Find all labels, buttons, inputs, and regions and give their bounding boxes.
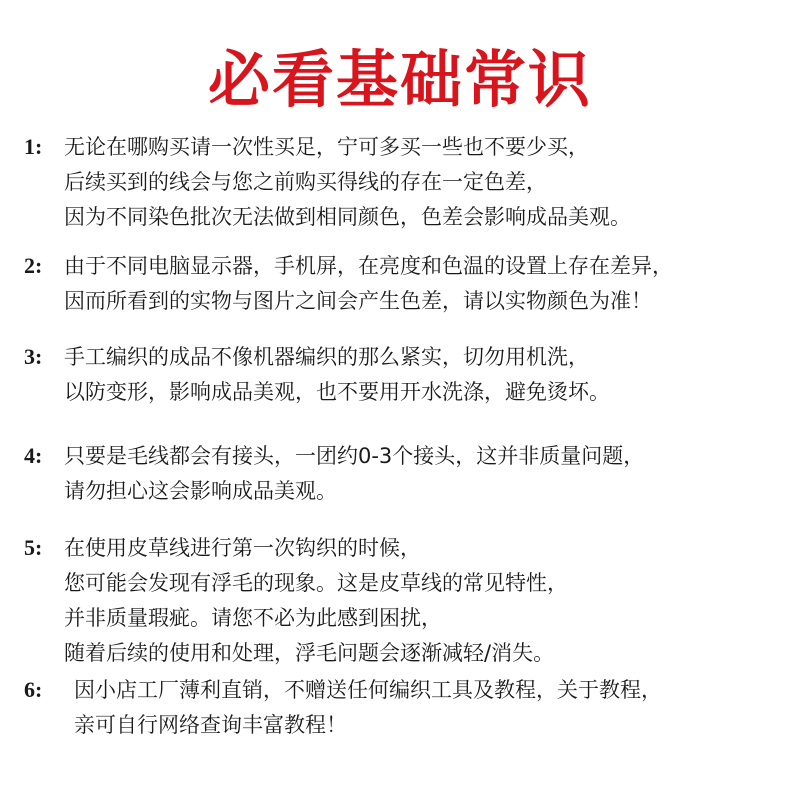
item-line: 无论在哪购买请一次性买足，宁可多买一些也不要少买，	[64, 135, 589, 159]
item-line: 您可能会发现有浮毛的现象。这是皮草线的常见特性，	[64, 571, 568, 595]
item-number: 4:	[24, 443, 43, 468]
item-line: 在使用皮草线进行第一次钩织的时候，	[64, 536, 421, 560]
item-number: 6:	[24, 677, 43, 702]
item-line: 因小店工厂薄利直销，不赠送任何编织工具及教程，关于教程，	[74, 678, 662, 702]
item-number: 5:	[24, 535, 43, 560]
item-line: 以防变形，影响成品美观，也不要用开水洗涤，避免烫坏。	[64, 380, 610, 404]
item-number: 1:	[24, 134, 43, 159]
item-number: 2:	[24, 253, 43, 278]
item-line: 后续买到的线会与您之前购买得线的存在一定色差，	[64, 170, 547, 194]
item-line: 并非质量瑕疵。请您不必为此感到困扰，	[64, 606, 442, 630]
item-line: 手工编织的成品不像机器编织的那么紧实，切勿用机洗，	[64, 345, 589, 369]
item-line: 亲可自行网络查询丰富教程！	[74, 713, 347, 737]
item-line: 只要是毛线都会有接头，一团约0-3个接头，这并非质量问题，	[64, 444, 645, 468]
item-line: 由于不同电脑显示器，手机屏，在亮度和色温的设置上存在差异，	[64, 254, 673, 278]
item-line: 请勿担心这会影响成品美观。	[64, 479, 337, 503]
item-line: 随着后续的使用和处理，浮毛问题会逐渐减轻/消失。	[64, 641, 555, 665]
item-number: 3:	[24, 344, 43, 369]
item-line: 因而所看到的实物与图片之间会产生色差，请以实物颜色为准！	[64, 289, 652, 313]
page-title: 必看基础常识	[207, 43, 592, 116]
item-line: 因为不同染色批次无法做到相同颜色，色差会影响成品美观。	[64, 205, 631, 229]
